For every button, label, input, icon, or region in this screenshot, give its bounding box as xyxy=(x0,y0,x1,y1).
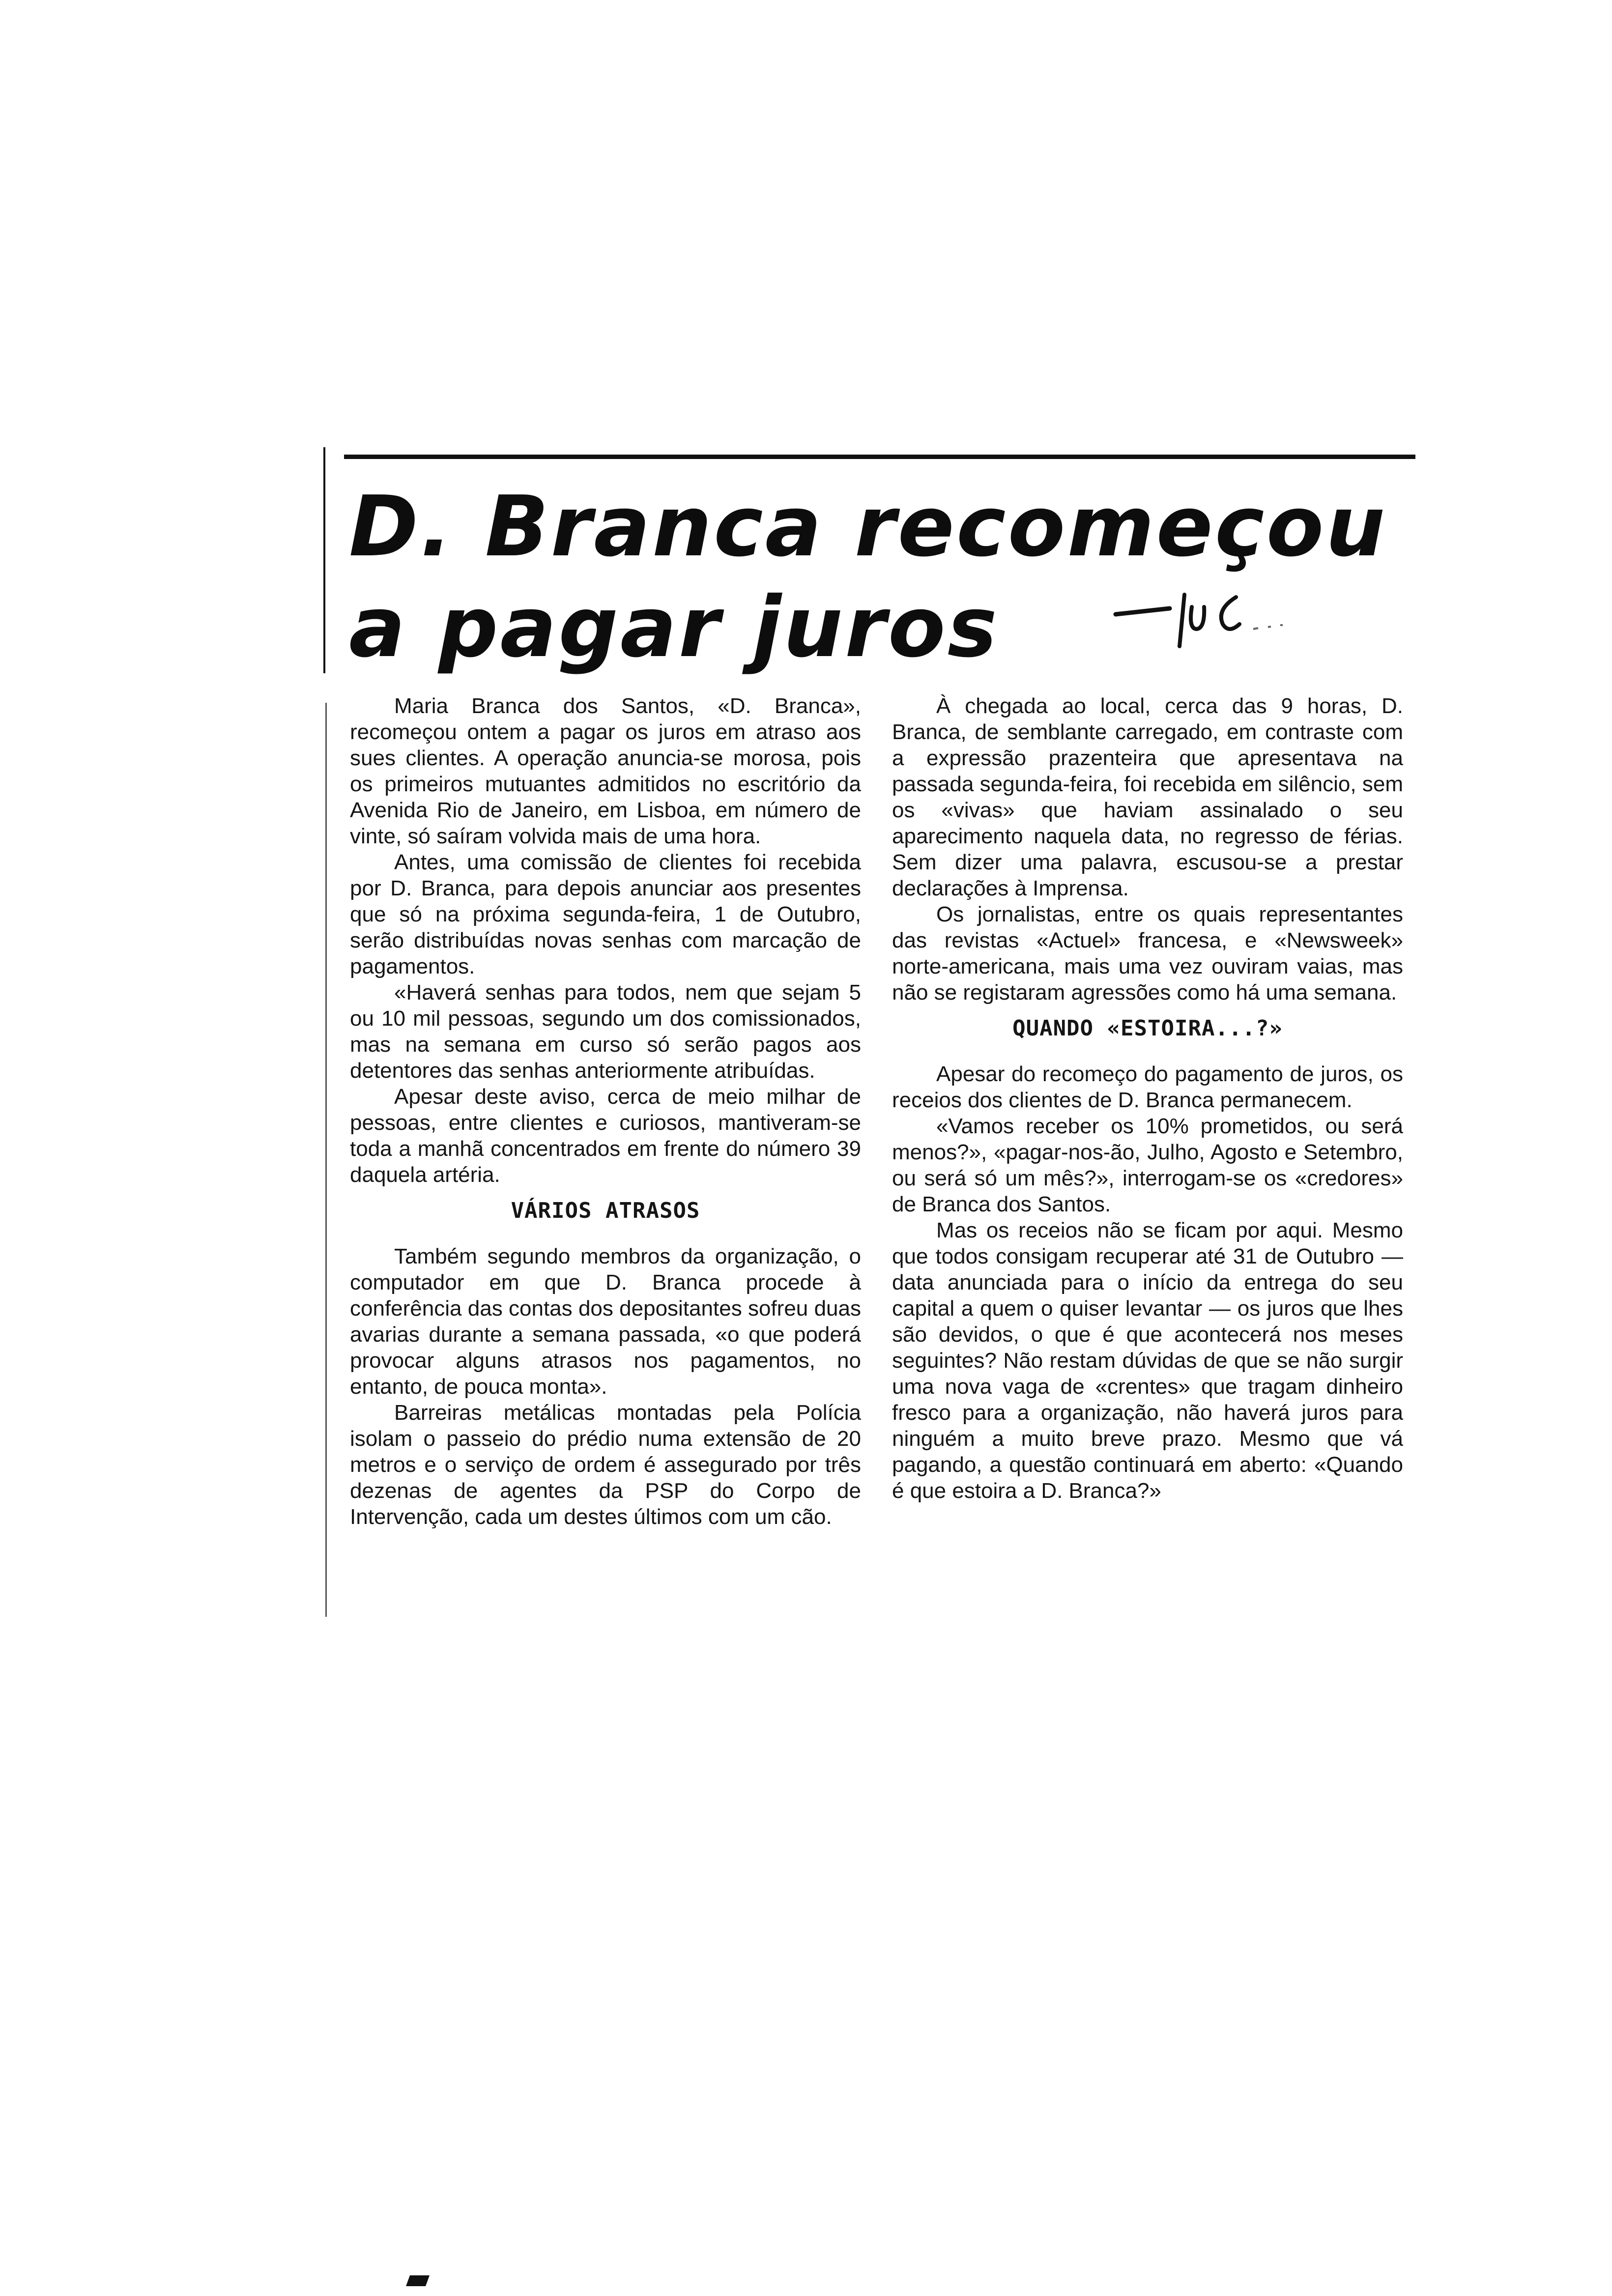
left-rule xyxy=(323,447,325,673)
subhead-varios-atrasos: VÁRIOS ATRASOS xyxy=(511,1198,700,1223)
left-paragraph-3: «Haverá senhas para todos, nem que sejam 5 ou 10 mil pessoas, segundo um dos comissionados, mas na semana em curso só serão pagos aos detentores das senhas anteriormente atribuídas. xyxy=(350,980,861,1083)
newspaper-clipping xyxy=(315,447,1425,1651)
scan-mark xyxy=(406,2275,430,2286)
left-paragraph-4: Apesar deste aviso, cerca de meio milhar de pessoas, entre clientes e curiosos, mantiveram-se toda a manhã concentrados em frente do número 39 daquela artéria. xyxy=(350,1085,861,1187)
right-column xyxy=(892,693,1403,1504)
right-paragraph-5: Mas os receios não se ficam por aqui. Mesmo que todos consigam recuperar até 31 de Outubro — data anunciada para o início da entrega do seu capital a quem o quiser levantar — os juros que lhes são devidos, o que é que acontecerá nos meses seguintes? Não restam dúvidas de que se não surgir uma nova vaga de «crentes» que tragam dinheiro fresco para a organização, não haverá juros para ninguém a muito breve prazo. Mesmo que vá pagando, a questão continuará em aberto: «Quando é que estoira a D. Branca?» xyxy=(892,1218,1403,1503)
left-paragraph-1: Maria Branca dos Santos, «D. Branca», recomeçou ontem a pagar os juros em atraso aos sues clientes. A operação anuncia-se morosa, pois os primeiros mutuantes admitidos no escritório da Avenida Rio de Janeiro, em Lisboa, em número de vinte, só saíram volvida mais de uma hora. xyxy=(350,694,861,848)
left-paragraph-5: Também segundo membros da organização, o computador em que D. Branca procede à conferência das contas dos depositantes sofreu duas avarias durante a semana passada, «o que poderá provocar alguns atrasos nos pagamentos, no entanto, de pouca monta». xyxy=(350,1244,861,1399)
left-paragraph-2: Antes, uma comissão de clientes foi recebida por D. Branca, para depois anunciar aos presentes que só na próxima segunda-feira, 1 de Outubro, serão distribuídas novas senhas com marcação de pagamentos. xyxy=(350,850,861,978)
right-paragraph-2: Os jornalistas, entre os quais representantes das revistas «Actuel» francesa, e «Newsweek» norte-americana, mais uma vez ouviram vaias, mas não se registaram agressões como há uma semana. xyxy=(892,902,1403,1004)
left-paragraph-6: Barreiras metálicas montadas pela Polícia isolam o passeio do prédio numa extensão de 20 metros e o serviço de ordem é assegurado por três dezenas de agentes da PSP do Corpo de Intervenção, cada um destes últimos com um cão. xyxy=(350,1401,861,1529)
left-column-rule xyxy=(325,703,327,1617)
top-rule xyxy=(344,455,1415,459)
headline-line-1: D. Branca recomeçou xyxy=(349,478,1387,575)
headline-line-2: a pagar juros xyxy=(349,579,999,676)
right-paragraph-4: «Vamos receber os 10% prometidos, ou será menos?», «pagar-nos-ão, Julho, Agosto e Setembro, ou será só um mês?», interrogam-se os «credores» de Branca dos Santos. xyxy=(892,1114,1403,1216)
subhead-quando-estoira: QUANDO «ESTOIRA...?» xyxy=(1012,1016,1283,1041)
right-paragraph-1: À chegada ao local, cerca das 9 horas, D. Branca, de semblante carregado, em contraste com a expressão prazenteira que apresentava na passada segunda-feira, foi recebida em silêncio, sem os «vivas» que haviam assinalado o seu aparecimento naquela data, no regresso de férias. Sem dizer uma palavra, escusou-se a prestar declarações à Imprensa. xyxy=(892,694,1403,900)
right-paragraph-3: Apesar do recomeço do pagamento de juros, os receios dos clientes de D. Branca permanecem. xyxy=(892,1062,1403,1112)
handwritten-signature xyxy=(1111,580,1317,649)
left-column xyxy=(350,693,861,1530)
